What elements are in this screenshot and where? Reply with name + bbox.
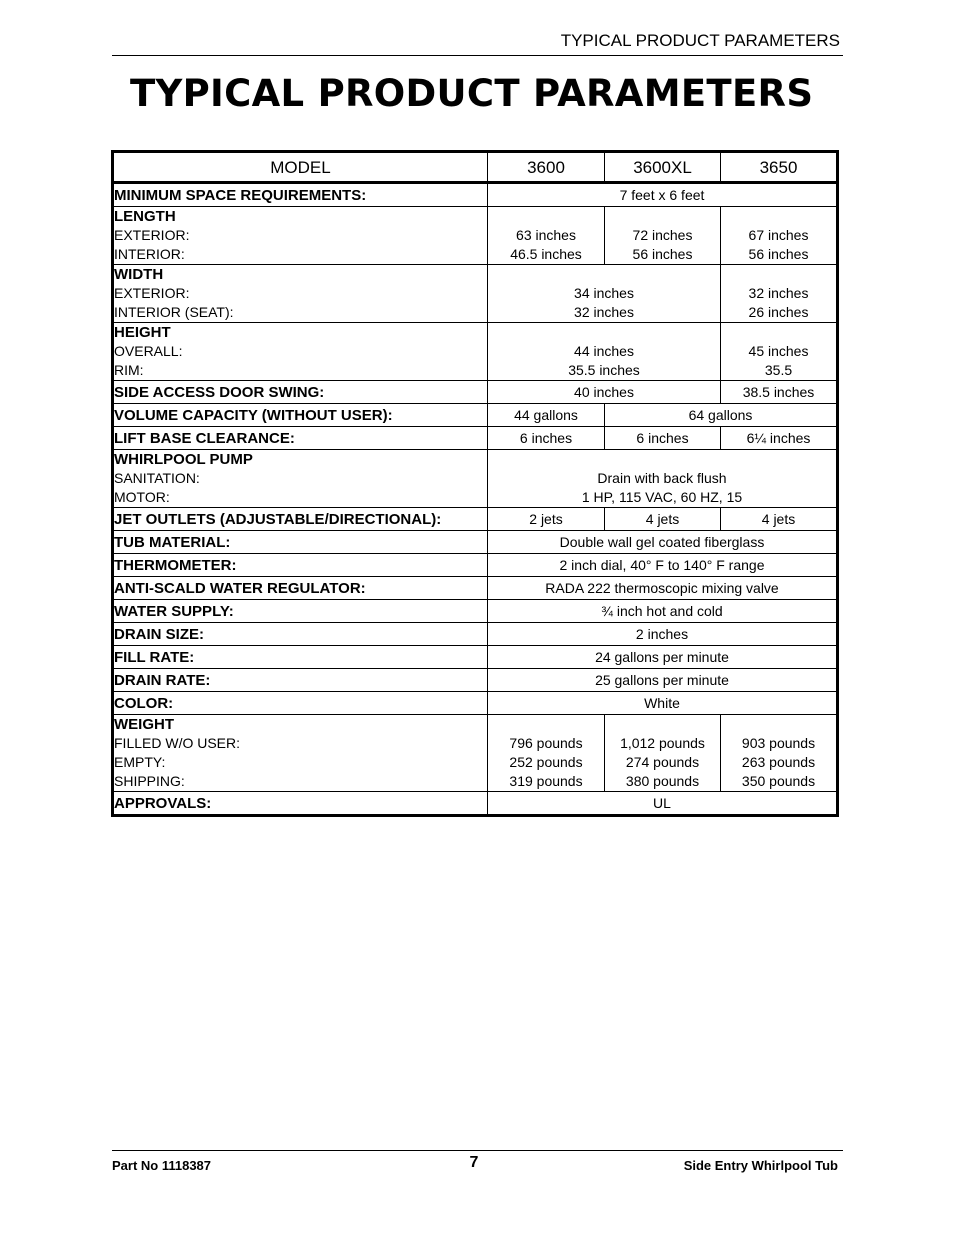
row-value: 4 jets xyxy=(721,508,838,531)
row-label: ANTI-SCALD WATER REGULATOR: xyxy=(113,577,488,600)
col-header-model: MODEL xyxy=(113,152,488,183)
table-row xyxy=(113,323,838,381)
footer-product-name: Side Entry Whirlpool Tub xyxy=(683,1158,838,1173)
row-label: WIDTH EXTERIOR: INTERIOR (SEAT): xyxy=(113,265,488,323)
table-row xyxy=(113,427,838,450)
table-row xyxy=(113,265,838,323)
row-label: WEIGHT FILLED W/O USER: EMPTY: SHIPPING: xyxy=(113,715,488,792)
parameters-table xyxy=(111,150,839,817)
row-label: WHIRLPOOL PUMP SANITATION: MOTOR: xyxy=(113,450,488,508)
row-label: DRAIN SIZE: xyxy=(113,623,488,646)
header-rule xyxy=(112,55,843,56)
footer-part-number: Part No 1118387 xyxy=(112,1158,212,1173)
row-value: 6¼ inches xyxy=(721,427,838,450)
table-row xyxy=(113,646,838,669)
col-header-3600xl: 3600XL xyxy=(605,152,721,183)
row-label: SIDE ACCESS DOOR SWING: xyxy=(113,381,488,404)
row-value: ¾ inch hot and cold xyxy=(488,600,838,623)
table-row xyxy=(113,792,838,816)
table-row xyxy=(113,715,838,792)
row-value: White xyxy=(488,692,838,715)
row-value: 67 inches 56 inches xyxy=(721,207,838,265)
table-row xyxy=(113,669,838,692)
row-value: 44 inches 35.5 inches xyxy=(488,323,721,381)
row-value: 40 inches xyxy=(488,381,721,404)
row-label: APPROVALS: xyxy=(113,792,488,816)
row-value: 38.5 inches xyxy=(721,381,838,404)
table-row xyxy=(113,600,838,623)
table-row xyxy=(113,577,838,600)
row-label: COLOR: xyxy=(113,692,488,715)
row-label: FILL RATE: xyxy=(113,646,488,669)
table-row xyxy=(113,381,838,404)
col-header-3650: 3650 xyxy=(721,152,838,183)
row-value: 2 jets xyxy=(488,508,605,531)
row-value: 4 jets xyxy=(605,508,721,531)
row-value: 6 inches xyxy=(488,427,605,450)
row-label: VOLUME CAPACITY (WITHOUT USER): xyxy=(113,404,488,427)
row-value: 7 feet x 6 feet xyxy=(488,183,838,207)
row-label: DRAIN RATE: xyxy=(113,669,488,692)
row-value: 2 inch dial, 40° F to 140° F range xyxy=(488,554,838,577)
footer-rule xyxy=(112,1150,843,1151)
table-row xyxy=(113,508,838,531)
table-row xyxy=(113,450,838,508)
row-label: LENGTH EXTERIOR: INTERIOR: xyxy=(113,207,488,265)
table-row xyxy=(113,623,838,646)
row-value: UL xyxy=(488,792,838,816)
row-label: JET OUTLETS (ADJUSTABLE/DIRECTIONAL): xyxy=(113,508,488,531)
table-row xyxy=(113,183,838,207)
running-head: TYPICAL PRODUCT PARAMETERS xyxy=(560,31,840,50)
table-row xyxy=(113,531,838,554)
row-label: LIFT BASE CLEARANCE: xyxy=(113,427,488,450)
row-value: 796 pounds 252 pounds 319 pounds xyxy=(488,715,605,792)
row-label: WATER SUPPLY: xyxy=(113,600,488,623)
row-value: 903 pounds 263 pounds 350 pounds xyxy=(721,715,838,792)
row-label: TUB MATERIAL: xyxy=(113,531,488,554)
row-value: 2 inches xyxy=(488,623,838,646)
row-value: 45 inches 35.5 xyxy=(721,323,838,381)
row-value: 72 inches 56 inches xyxy=(605,207,721,265)
row-value: RADA 222 thermoscopic mixing valve xyxy=(488,577,838,600)
table-row xyxy=(113,207,838,265)
row-label: HEIGHT OVERALL: RIM: xyxy=(113,323,488,381)
row-label: MINIMUM SPACE REQUIREMENTS: xyxy=(113,183,488,207)
table-row xyxy=(113,692,838,715)
page-title: TYPICAL PRODUCT PARAMETERS xyxy=(130,72,814,115)
row-label: THERMOMETER: xyxy=(113,554,488,577)
footer-page-number: 7 xyxy=(469,1154,479,1171)
col-header-3600: 3600 xyxy=(488,152,605,183)
table-row xyxy=(113,404,838,427)
row-value: 24 gallons per minute xyxy=(488,646,838,669)
row-value: 6 inches xyxy=(605,427,721,450)
table-row xyxy=(113,554,838,577)
row-value: Drain with back flush 1 HP, 115 VAC, 60 HZ, 15 xyxy=(488,450,838,508)
table-header-row xyxy=(113,152,838,183)
row-value: 64 gallons xyxy=(605,404,838,427)
row-value: 44 gallons xyxy=(488,404,605,427)
row-value: 25 gallons per minute xyxy=(488,669,838,692)
row-value: Double wall gel coated fiberglass xyxy=(488,531,838,554)
row-value: 32 inches 26 inches xyxy=(721,265,838,323)
row-value: 34 inches 32 inches xyxy=(488,265,721,323)
row-value: 63 inches 46.5 inches xyxy=(488,207,605,265)
row-value: 1,012 pounds 274 pounds 380 pounds xyxy=(605,715,721,792)
